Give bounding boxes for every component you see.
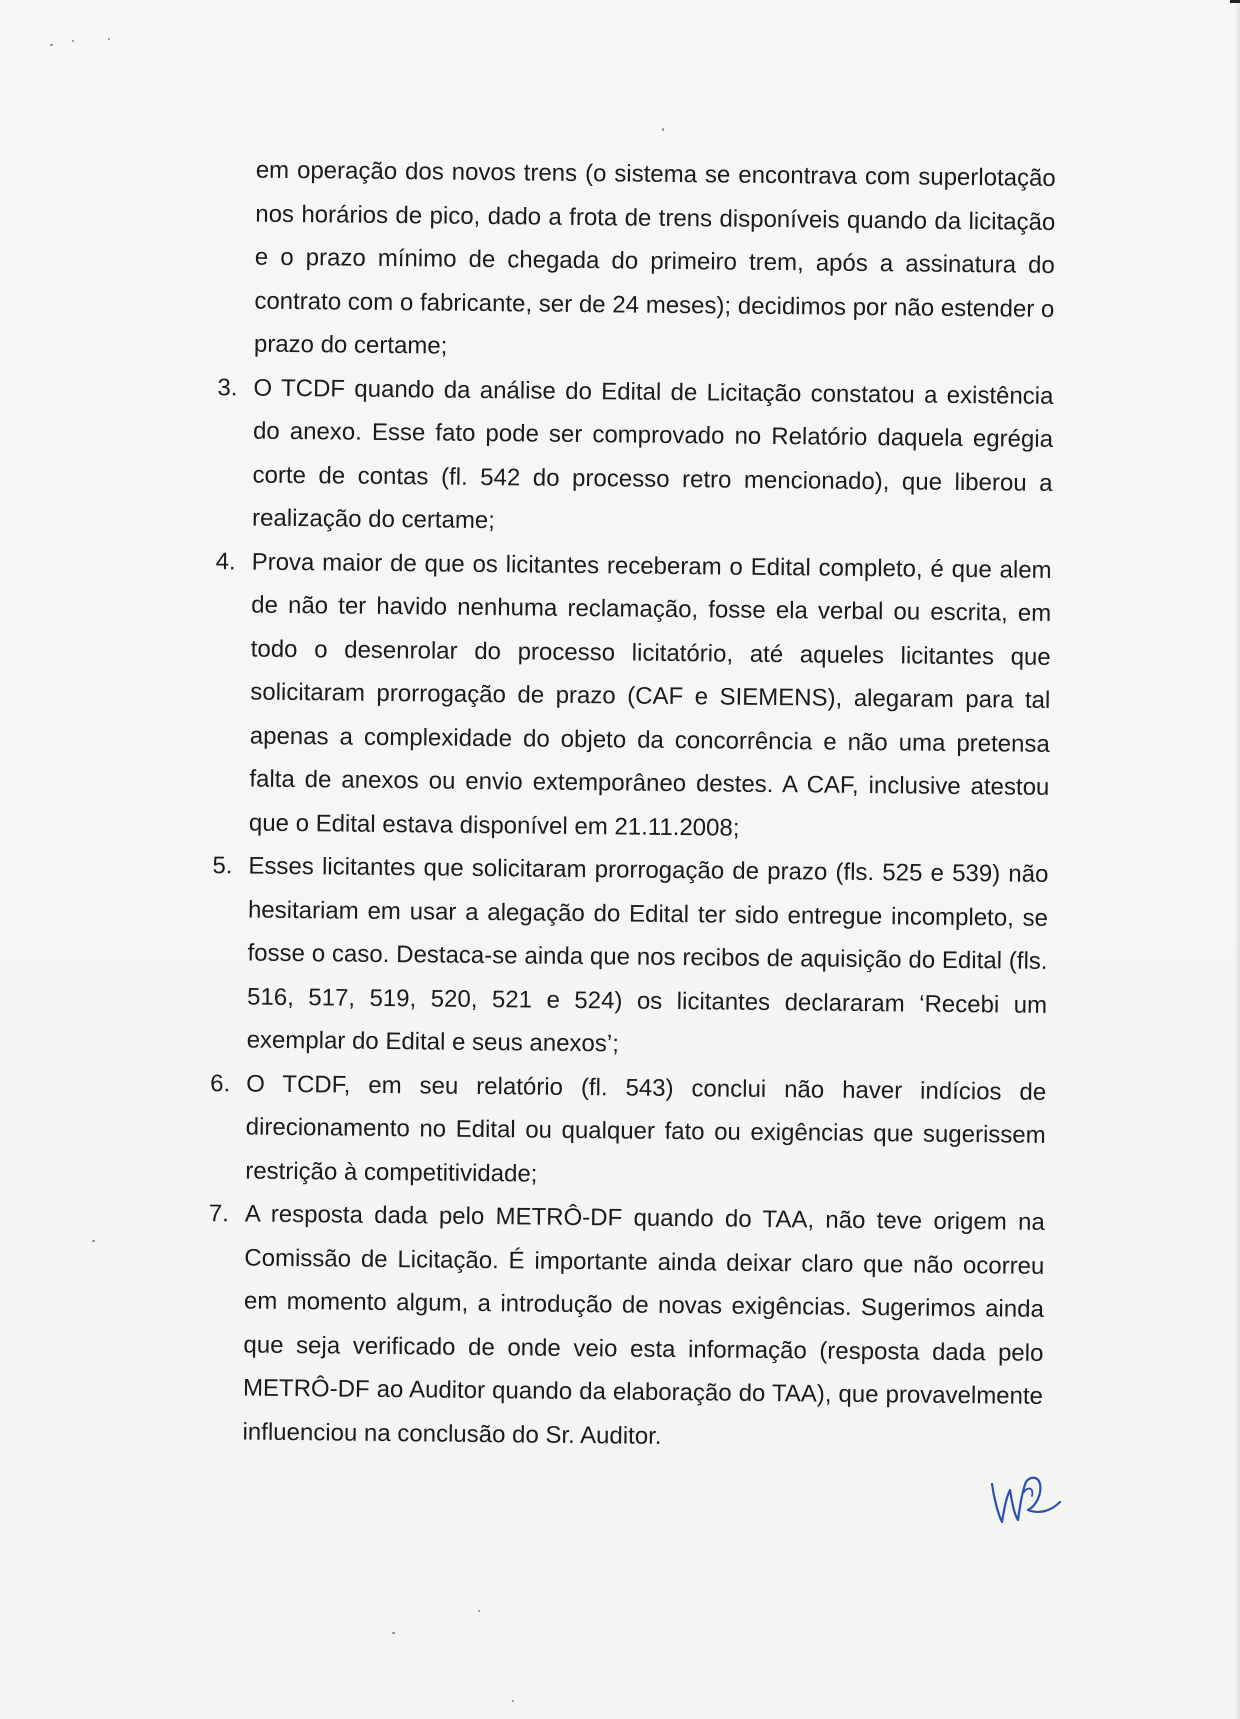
item-text: O TCDF, em seu relatório (fl. 543) conclui não haver indícios de direcionamento no Edital ou qualquer fato ou exigências que sugerissem restrição à competitividade; <box>245 1070 1047 1188</box>
page-edge-shadow <box>1234 0 1240 1719</box>
item-text: O TCDF quando da análise do Edital de Licitação constatou a existência do anexo. Esse fato pode ser comprovado no Relatório daquela egrégia corte de contas (fl. 542 do processo retro mencionado), que liberou a realização do certame; <box>251 374 1054 535</box>
item-number: 6. <box>210 1069 231 1097</box>
list-item-7 <box>186 1192 1045 1462</box>
scan-speck <box>512 1700 514 1702</box>
corner-mark <box>1230 0 1240 3</box>
item-text: Prova maior de que os licitantes receberam o Edital completo, é que alem de não ter havido nenhuma reclamação, fosse ela verbal ou escrita, em todo o desenrolar do processo licitatório, até aqueles licitantes que solicitaram prorrogação de prazo (CAF e SIEMENS), alegaram para tal apenas a complexidade do objeto da concorrência e não uma pretensa falta de anexos ou envio extemporâneo destes. A CAF, inclusive atestou que o Edital estava disponível em 21.11.2008; <box>248 548 1052 842</box>
item-number: 5. <box>212 852 233 880</box>
item-text: A resposta dada pelo METRÔ-DF quando do TAA, não teve origem na Comissão de Licitação. É importante ainda deixar claro que não ocorreu em momento algum, a introdução de novas exigências. Sugerimos ainda que seja verificado de onde veio esta informação (resposta dada pelo METRÔ-DF ao Auditor quando da elaboração do TAA), que provavelmente influenciou na conclusão do Sr. Auditor. <box>242 1200 1045 1450</box>
scan-speck <box>108 38 110 40</box>
scan-speck <box>392 1632 395 1634</box>
handwritten-initials-signature <box>986 1462 1066 1532</box>
list-item-6 <box>189 1061 1046 1200</box>
scan-speck <box>662 128 664 131</box>
list-item-5 <box>190 844 1048 1070</box>
item-number: 3. <box>217 373 238 401</box>
scan-speck <box>72 40 74 42</box>
document-body <box>186 148 1056 1462</box>
item-text: Esses licitantes que solicitaram prorrogação de prazo (fls. 525 e 539) não hesitariam em usar a alegação do Edital ter sido entregue incompleto, se fosse o caso. Destaca-se ainda que nos recibos de aquisição do Edital (fls. 516, 517, 519, 520, 521 e 524) os licitantes declararam ‘Recebi um exemplar do Edital e seus anexos’; <box>246 852 1049 1058</box>
scan-speck <box>478 1610 480 1612</box>
scan-speck <box>92 1240 95 1242</box>
item-number: 7. <box>208 1200 229 1228</box>
list-item-4 <box>193 539 1052 852</box>
item-number: 4. <box>215 547 236 575</box>
continuation-paragraph: em operação dos novos trens (o sistema se encontrava com superlotação nos horários de pico, dado a frota de trens disponíveis quando da licitação e o prazo mínimo de chegada do primeiro trem, após a assinatura do contrato com o fabricante, ser de 24 meses); decidimos por não estender o prazo do certame; <box>253 156 1056 360</box>
scan-speck <box>50 44 53 46</box>
list-item-3 <box>196 365 1054 548</box>
